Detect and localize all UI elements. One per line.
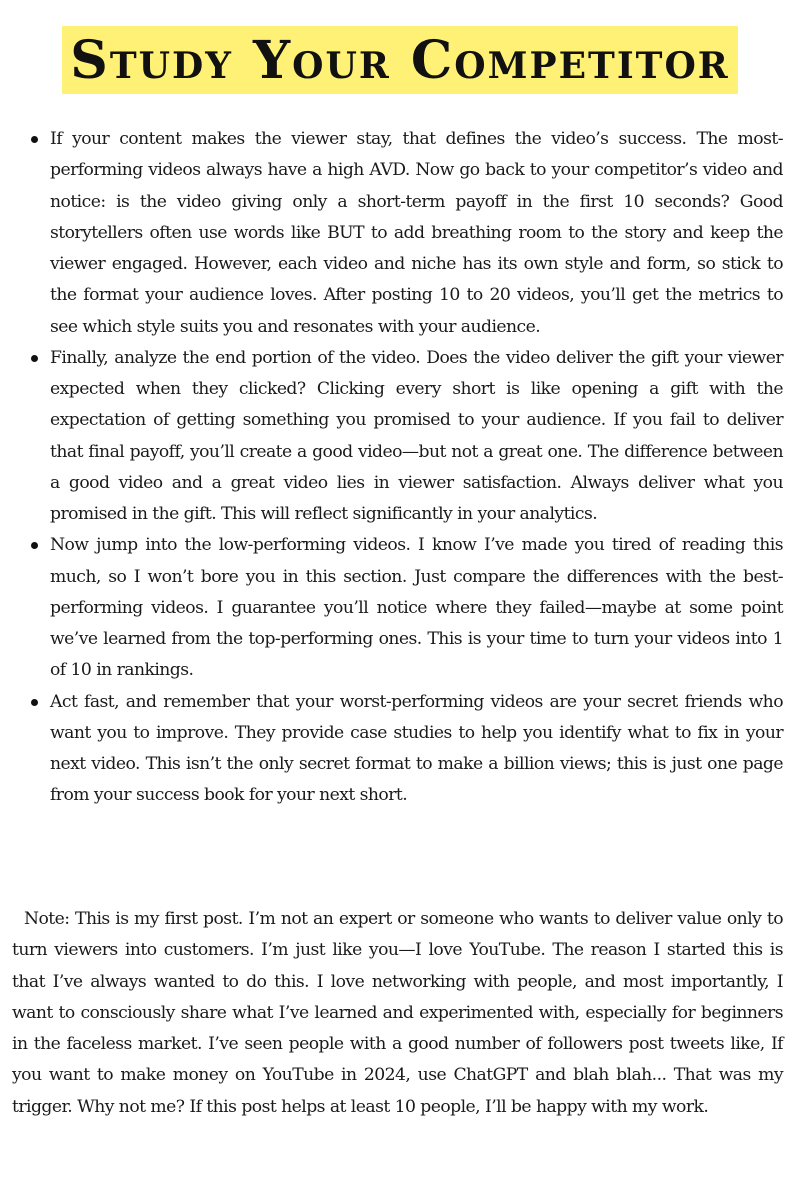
bullet-text: Now jump into the low-performing videos. I know I’ve made you tired of reading this much, so I won’t bore you in this section. Just compare the differences with the best-performing videos. I guarantee you’ll notice where they failed—maybe at some point we’ve learned from the top-performing ones. This is your time to turn your videos into 1 of 10 in rankings. [50, 535, 783, 681]
list-item [50, 343, 783, 531]
bullet-list [50, 124, 783, 812]
bullet-icon [31, 542, 38, 549]
bullet-icon [31, 699, 38, 706]
bullet-text: If your content makes the viewer stay, that defines the video’s success. The most-performing videos always have a high AVD. Now go back to your competitor’s video and notice: is the video giving only a short-term payoff in the first 10 seconds? Good storytellers often use words like BUT to add breathing room to the story and keep the viewer engaged. However, each video and niche has its own style and form, so stick to the format your audience loves. After posting 10 to 20 videos, you’ll get the metrics to see which style suits you and resonates with your audience. [50, 129, 783, 337]
title-container [0, 26, 800, 94]
list-item [50, 124, 783, 343]
list-item [50, 530, 783, 686]
note-paragraph: Note: This is my first post. I’m not an expert or someone who wants to deliver value only to turn viewers into customers. I’m just like you—I love YouTube. The reason I started this is that I’ve always wanted to do this. I love networking with people, and most importantly, I want to consciously share what I’ve learned and experimented with, especially for beginners in the faceless market. I’ve seen people with a good number of followers post tweets like, If you want to make money on YouTube in 2024, use ChatGPT and blah blah... That was my trigger. Why not me? If this post helps at least 10 people, I’ll be happy with my work. [12, 909, 783, 1117]
bullet-text: Finally, analyze the end portion of the video. Does the video deliver the gift your viewer expected when they clicked? Clicking every short is like opening a gift with the expectation of getting something you promised to your audience. If you fail to deliver that final payoff, you’ll create a good video—but not a great one. The difference between a good video and a great video lies in viewer satisfaction. Always deliver what you promised in the gift. This will reflect significantly in your analytics. [50, 347, 783, 524]
page-title: Study Your Competitor [62, 26, 737, 94]
bullet-icon [31, 136, 38, 143]
bullet-text: Act fast, and remember that your worst-performing videos are your secret friends who want you to improve. They provide case studies to help you identify what to fix in your next video. This isn’t the only secret format to make a billion views; this is just one page from your success book for your next short. [50, 691, 783, 806]
bullet-icon [31, 355, 38, 362]
list-item [50, 687, 783, 812]
